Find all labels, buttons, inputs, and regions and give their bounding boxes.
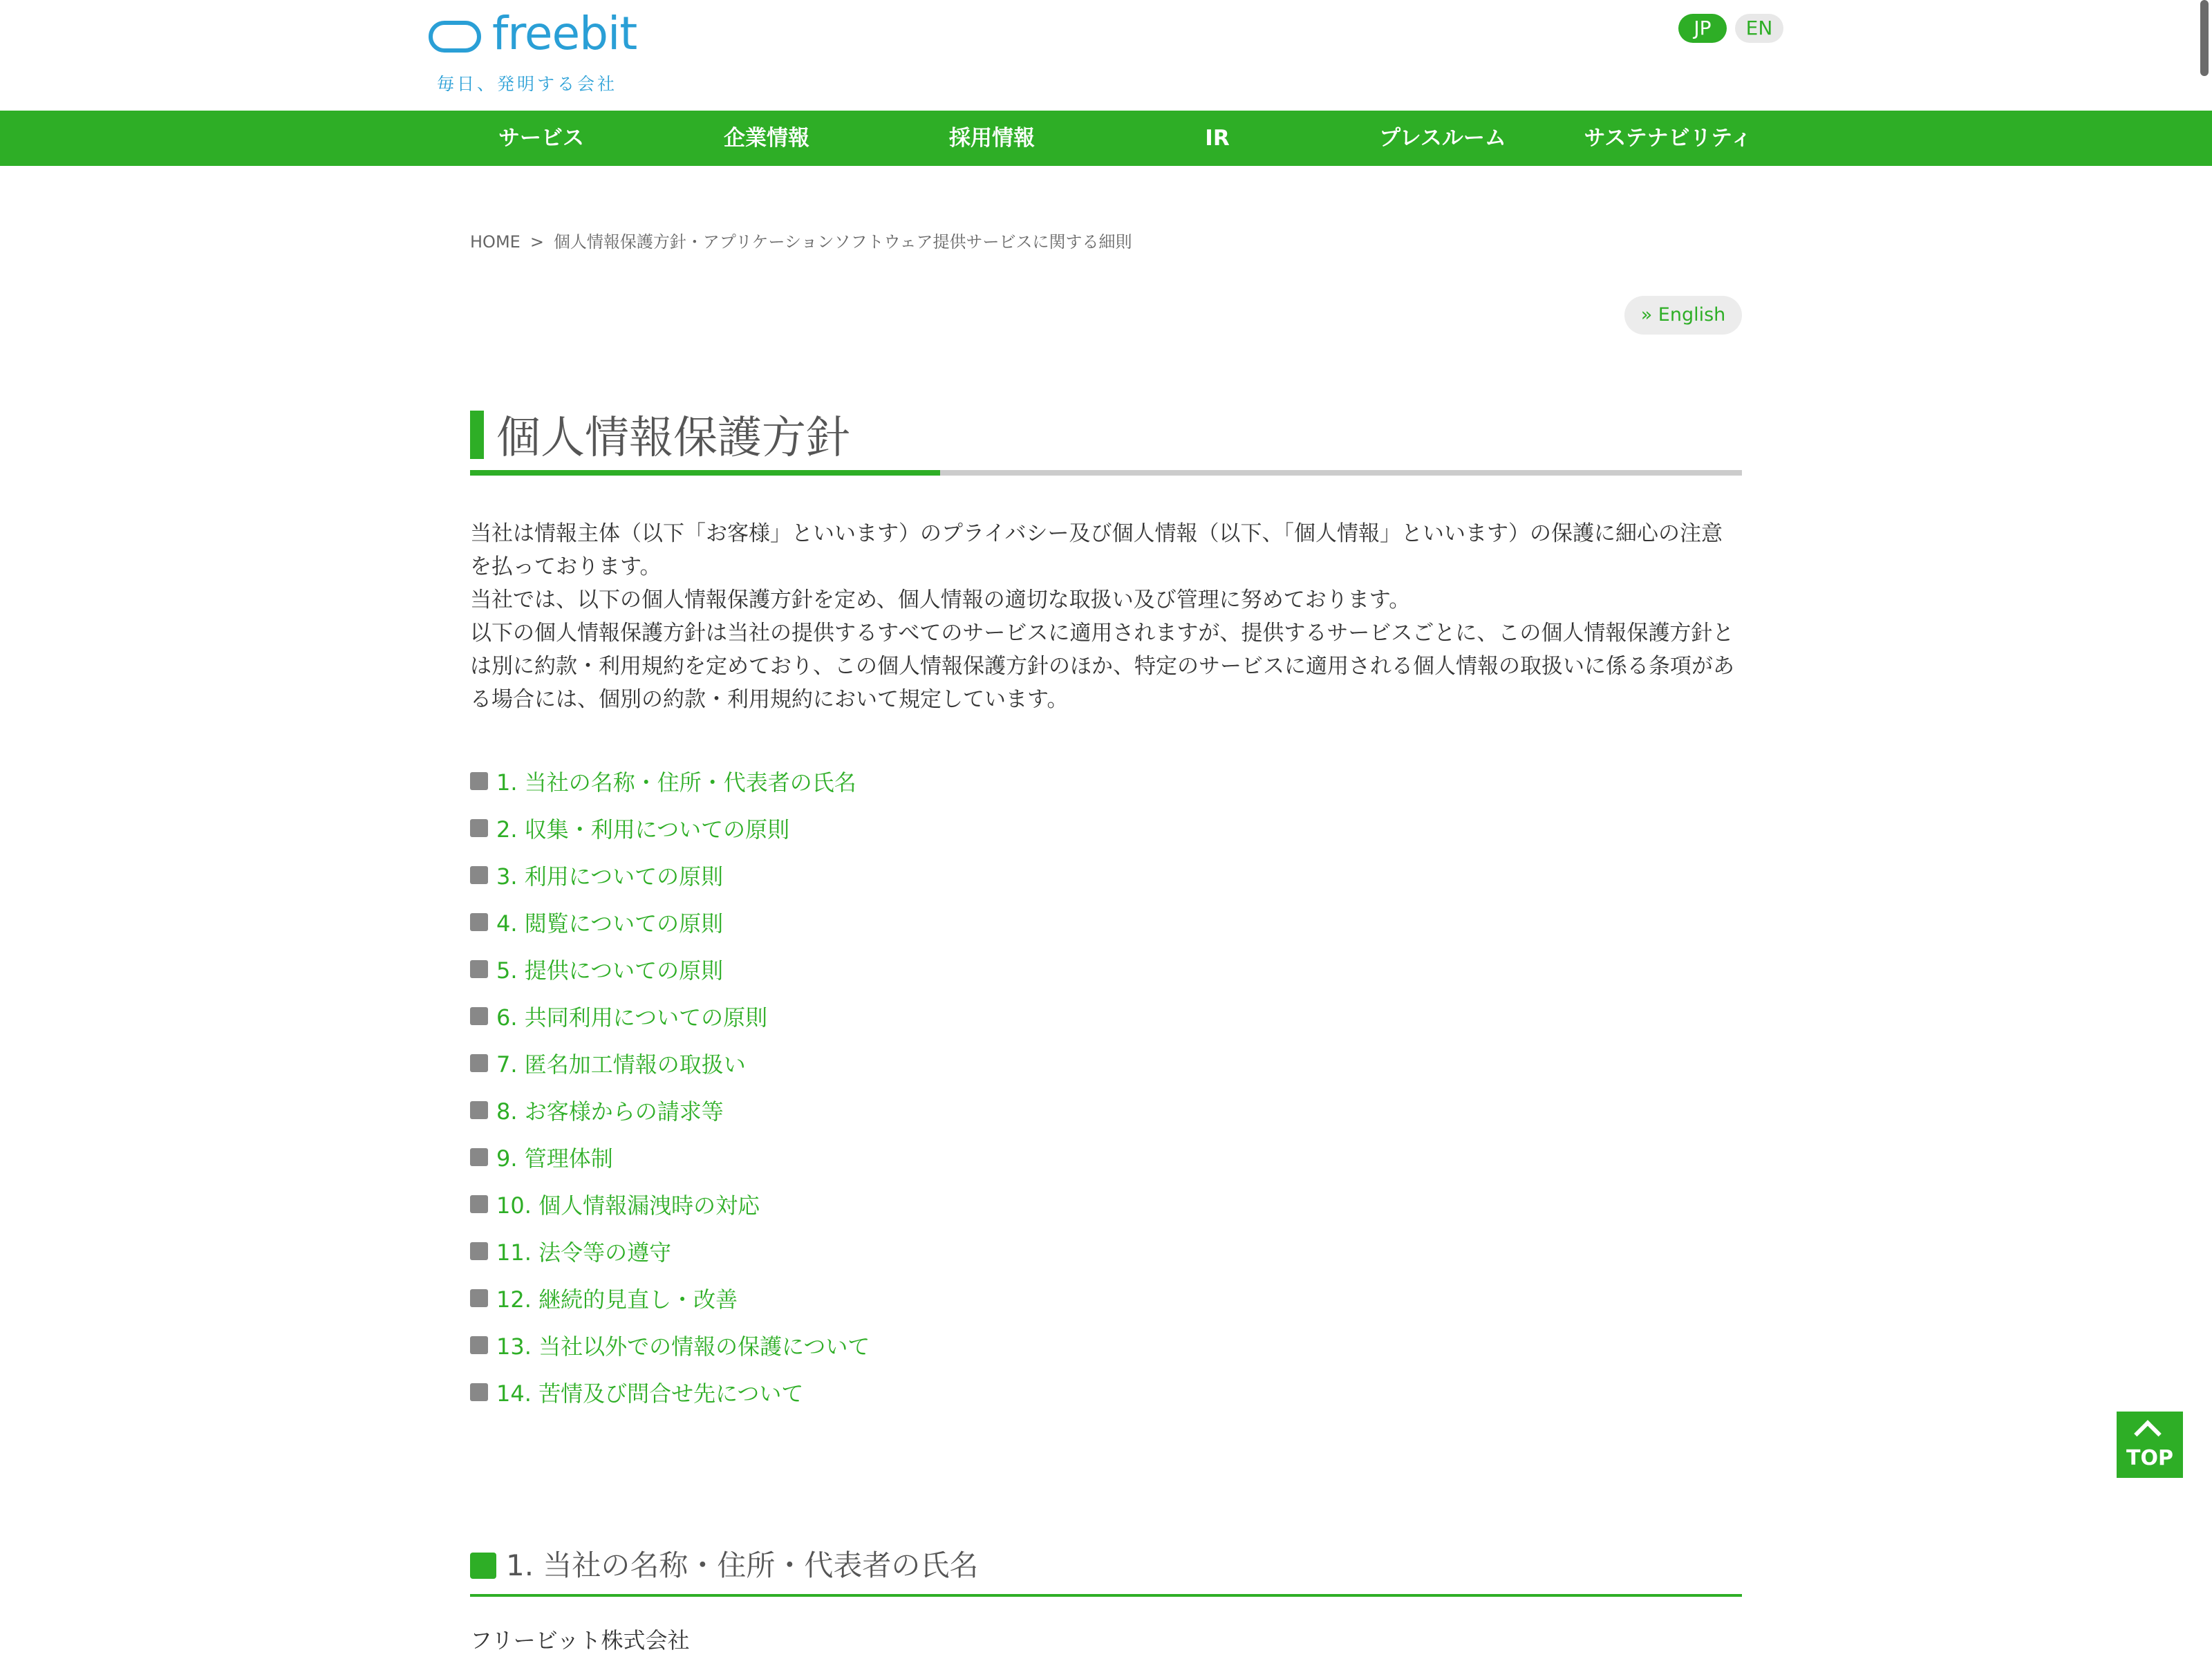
toc-link[interactable]: 5. 提供についての原則 xyxy=(496,957,724,984)
toc-link[interactable]: 6. 共同利用についての原則 xyxy=(496,1004,768,1031)
page-scrollbar[interactable] xyxy=(2200,0,2209,76)
toc-link[interactable]: 14. 苦情及び問合せ先について xyxy=(496,1380,804,1407)
square-bullet-icon xyxy=(470,913,488,931)
toc-link[interactable]: 8. お客様からの請求等 xyxy=(496,1098,724,1125)
toc-item[interactable] xyxy=(470,1087,1438,1134)
toc-item[interactable] xyxy=(470,1369,1438,1416)
toc-item[interactable] xyxy=(470,899,1438,946)
square-bullet-icon xyxy=(470,1289,488,1307)
intro-paragraph: 当社は情報主体（以下「お客様」といいます）のプライバシー及び個人情報（以下、「個人情報」といいます）の保護に細心の注意を払っております。 xyxy=(470,521,1723,579)
lang-jp-button[interactable]: JP xyxy=(1678,14,1727,43)
toc-link[interactable]: 1. 当社の名称・住所・代表者の氏名 xyxy=(496,769,856,796)
breadcrumb-separator: > xyxy=(529,232,544,252)
toc-item[interactable] xyxy=(470,805,1438,852)
breadcrumb-home-link[interactable]: HOME xyxy=(470,232,521,252)
nav-item-ir[interactable]: IR xyxy=(1205,126,1230,151)
title-underline-accent xyxy=(470,470,940,476)
square-bullet-icon xyxy=(470,1054,488,1072)
english-page-button[interactable]: » English xyxy=(1624,296,1742,335)
toc-item[interactable] xyxy=(470,1322,1438,1369)
title-accent-bar xyxy=(470,411,484,459)
page-title: 個人情報保護方針 xyxy=(496,413,850,464)
intro-text xyxy=(470,517,1742,716)
freebit-logo[interactable] xyxy=(429,7,637,94)
toc-item[interactable] xyxy=(470,1040,1438,1087)
intro-paragraph: 当社では、以下の個人情報保護方針を定め、個人情報の適切な取扱い及び管理に努めております。 xyxy=(470,588,1411,612)
square-bullet-icon xyxy=(470,1383,488,1401)
chevron-up-icon xyxy=(2134,1420,2162,1447)
toc-item[interactable] xyxy=(470,1228,1438,1275)
nav-item-company[interactable]: 企業情報 xyxy=(724,126,809,151)
section-underline xyxy=(470,1594,1742,1597)
square-bullet-icon xyxy=(470,819,488,837)
toc-item[interactable] xyxy=(470,993,1438,1040)
toc-link[interactable]: 4. 閲覧についての原則 xyxy=(496,910,724,937)
company-name: フリービット株式会社 xyxy=(470,1627,690,1653)
global-nav xyxy=(0,111,2212,166)
breadcrumb xyxy=(470,228,1142,252)
square-bullet-icon xyxy=(470,1195,488,1213)
table-of-contents xyxy=(470,758,1438,1416)
toc-link[interactable]: 10. 個人情報漏洩時の対応 xyxy=(496,1192,760,1219)
toc-link[interactable]: 11. 法令等の遵守 xyxy=(496,1239,672,1266)
nav-item-sustainability[interactable]: サステナビリティ xyxy=(1584,126,1752,151)
toc-item[interactable] xyxy=(470,758,1438,805)
square-bullet-icon xyxy=(470,960,488,978)
toc-link[interactable]: 2. 収集・利用についての原則 xyxy=(496,816,790,843)
toc-item[interactable] xyxy=(470,1275,1438,1322)
nav-item-services[interactable]: サービス xyxy=(498,126,584,151)
toc-link[interactable]: 12. 継続的見直し・改善 xyxy=(496,1286,738,1313)
toc-item[interactable] xyxy=(470,1181,1438,1228)
section-heading: 1. 当社の名称・住所・代表者の氏名 xyxy=(506,1548,979,1582)
toc-link[interactable]: 9. 管理体制 xyxy=(496,1145,613,1172)
square-bullet-icon xyxy=(470,1148,488,1166)
back-to-top-button[interactable] xyxy=(2117,1412,2183,1478)
toc-link[interactable]: 13. 当社以外での情報の保護について xyxy=(496,1333,870,1360)
site-header xyxy=(0,0,2212,111)
toc-item[interactable] xyxy=(470,946,1438,993)
square-bullet-icon xyxy=(470,1242,488,1260)
square-bullet-icon xyxy=(470,1101,488,1119)
back-to-top-label: TOP xyxy=(2126,1446,2173,1470)
toc-link[interactable]: 3. 利用についての原則 xyxy=(496,863,724,890)
toc-item[interactable] xyxy=(470,852,1438,899)
logo-text: freebit xyxy=(492,7,637,60)
section-square-icon xyxy=(470,1553,496,1579)
square-bullet-icon xyxy=(470,1336,488,1354)
intro-paragraph: 以下の個人情報保護方針は当社の提供するすべてのサービスに適用されますが、提供するサービスごとに、この個人情報保護方針とは別に約款・利用規約を定めており、この個人情報保護方針のほか、特定のサービスに適用される個人情報の取扱いに係る条項がある場合には、個別の約款・利用規約において規定しています。 xyxy=(470,621,1734,712)
square-bullet-icon xyxy=(470,866,488,884)
logo-tagline: 毎日、発明する会社 xyxy=(437,74,618,94)
square-bullet-icon xyxy=(470,772,488,790)
nav-item-recruit[interactable]: 採用情報 xyxy=(949,126,1035,151)
breadcrumb-current: 個人情報保護方針・アプリケーションソフトウェア提供サービスに関する細則 xyxy=(553,232,1132,252)
toc-item[interactable] xyxy=(470,1134,1438,1181)
nav-item-pressroom[interactable]: プレスルーム xyxy=(1379,126,1506,151)
logo-mark-icon xyxy=(429,21,481,53)
square-bullet-icon xyxy=(470,1007,488,1025)
lang-en-button[interactable]: EN xyxy=(1735,14,1783,43)
toc-link[interactable]: 7. 匿名加工情報の取扱い xyxy=(496,1051,746,1078)
